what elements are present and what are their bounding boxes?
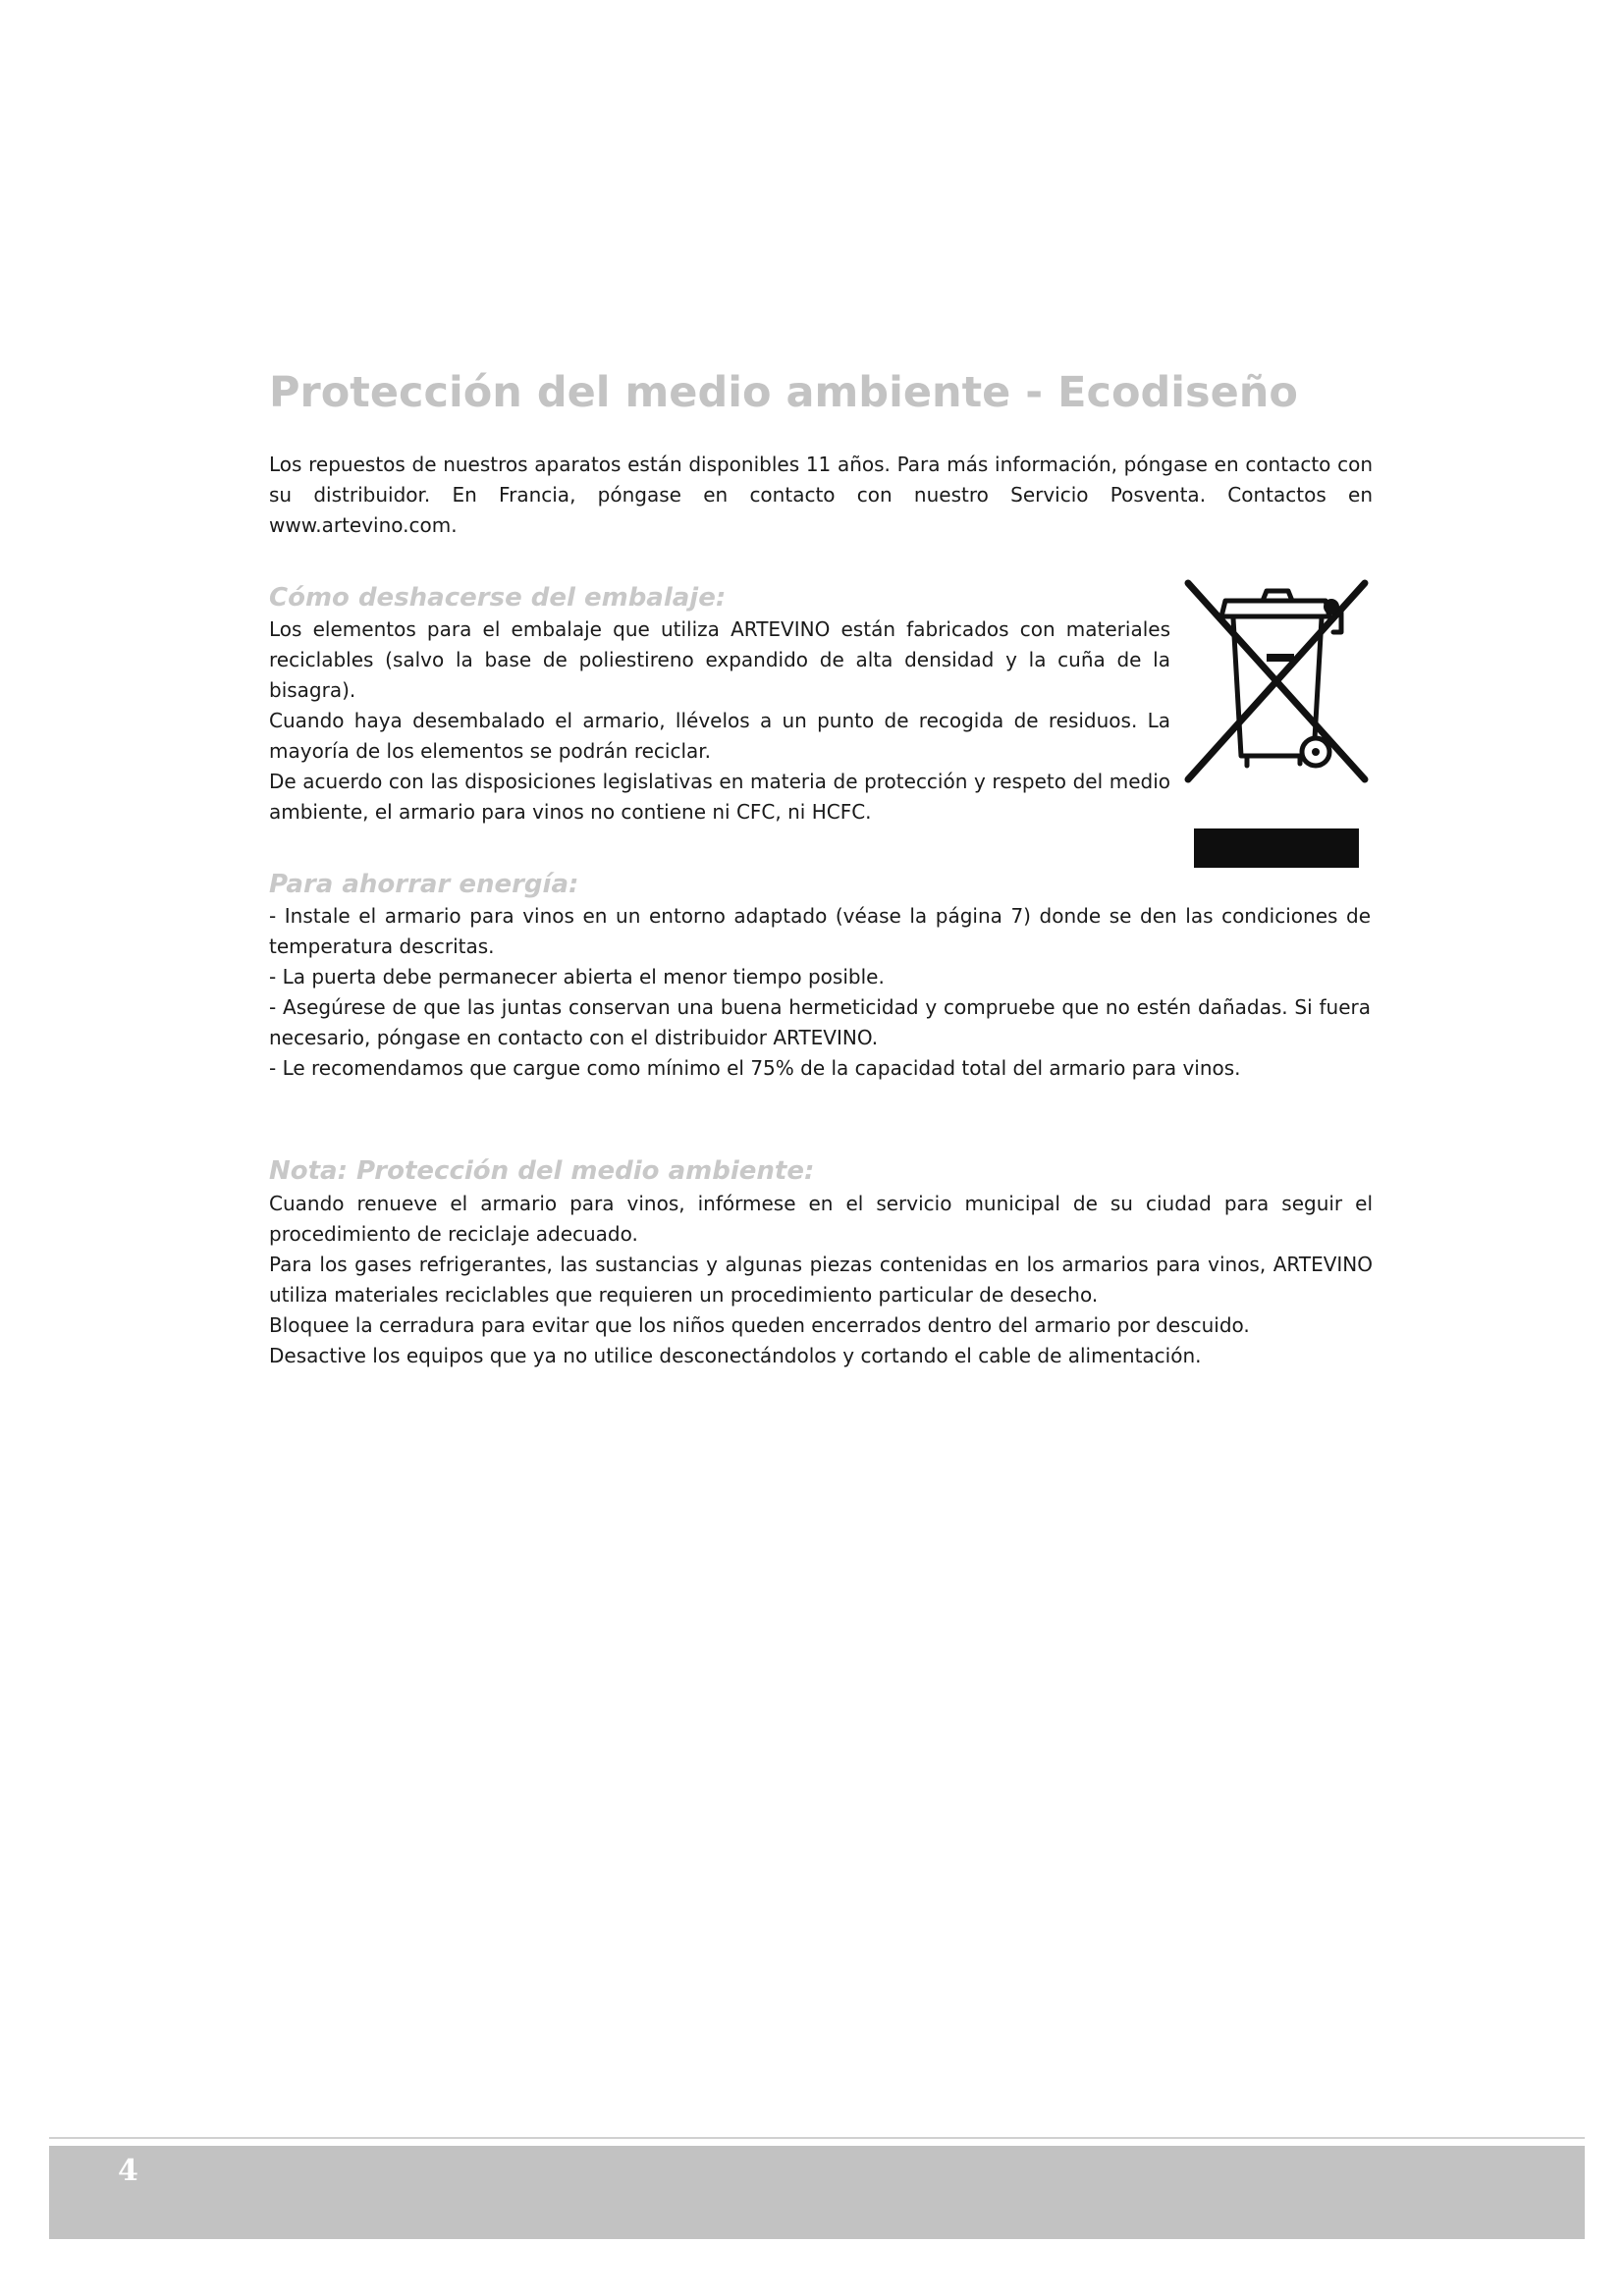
section-heading-energy: Para ahorrar energía: [269,870,579,899]
section-body-environment-note [269,1189,1373,1371]
paragraph: Los elementos para el embalaje que utiliza ARTEVINO están fabricados con materiales reciclables (salvo la base de poliestireno expandido de alta densidad y la cuña de la bisagra). [269,617,1170,702]
section-heading-packaging: Cómo deshacerse del embalaje: [269,583,727,613]
paragraph: - Asegúrese de que las juntas conservan una buena hermeticidad y compruebe que no estén dañadas. Si fuera necesario, póngase en contacto con el distribuidor ARTEVINO. [269,995,1371,1049]
paragraph: - Instale el armario para vinos en un entorno adaptado (véase la página 7) donde se den las condiciones de temperatura descritas. [269,904,1371,958]
paragraph: De acuerdo con las disposiciones legislativas en materia de protección y respeto del medio ambiente, el armario para vinos no contiene ni CFC, ni HCFC. [269,770,1170,824]
paragraph: Cuando renueve el armario para vinos, infórmese en el servicio municipal de su ciudad para seguir el procedimiento de reciclaje adecuado. [269,1192,1373,1246]
weee-black-bar [1194,828,1359,868]
paragraph: Bloquee la cerradura para evitar que los niños queden encerrados dentro del armario por descuido. [269,1313,1250,1337]
section-heading-environment-note: Nota: Protección del medio ambiente: [269,1156,815,1186]
page-title: Protección del medio ambiente - Ecodiseño [269,368,1298,417]
paragraph: Para los gases refrigerantes, las sustancias y algunas piezas contenidas en los armarios para vinos, ARTEVINO utiliza materiales reciclables que requieren un procedimiento particular de desecho. [269,1253,1373,1307]
crossed-out-wheelie-bin-icon [1178,571,1371,787]
paragraph: - Le recomendamos que cargue como mínimo el 75% de la capacidad total del armario para vinos. [269,1056,1241,1080]
footer-band [49,2146,1585,2239]
intro-paragraph [269,450,1373,541]
paragraph: - La puerta debe permanecer abierta el menor tiempo posible. [269,965,885,988]
paragraph: Cuando haya desembalado el armario, llévelos a un punto de recogida de residuos. La mayoría de los elementos se podrán reciclar. [269,709,1170,763]
intro-text: Los repuestos de nuestros aparatos están disponibles 11 años. Para más información, póngase en contacto con su distribuidor. En Francia, póngase en contacto con nuestro Servicio Posventa. Contactos en www.artevino.com. [269,453,1373,537]
page-number: 4 [118,2154,138,2188]
paragraph: Desactive los equipos que ya no utilice desconectándolos y cortando el cable de alimentación. [269,1344,1202,1367]
section-body-packaging [269,614,1170,828]
footer-divider [49,2137,1585,2139]
section-body-energy [269,901,1371,1084]
